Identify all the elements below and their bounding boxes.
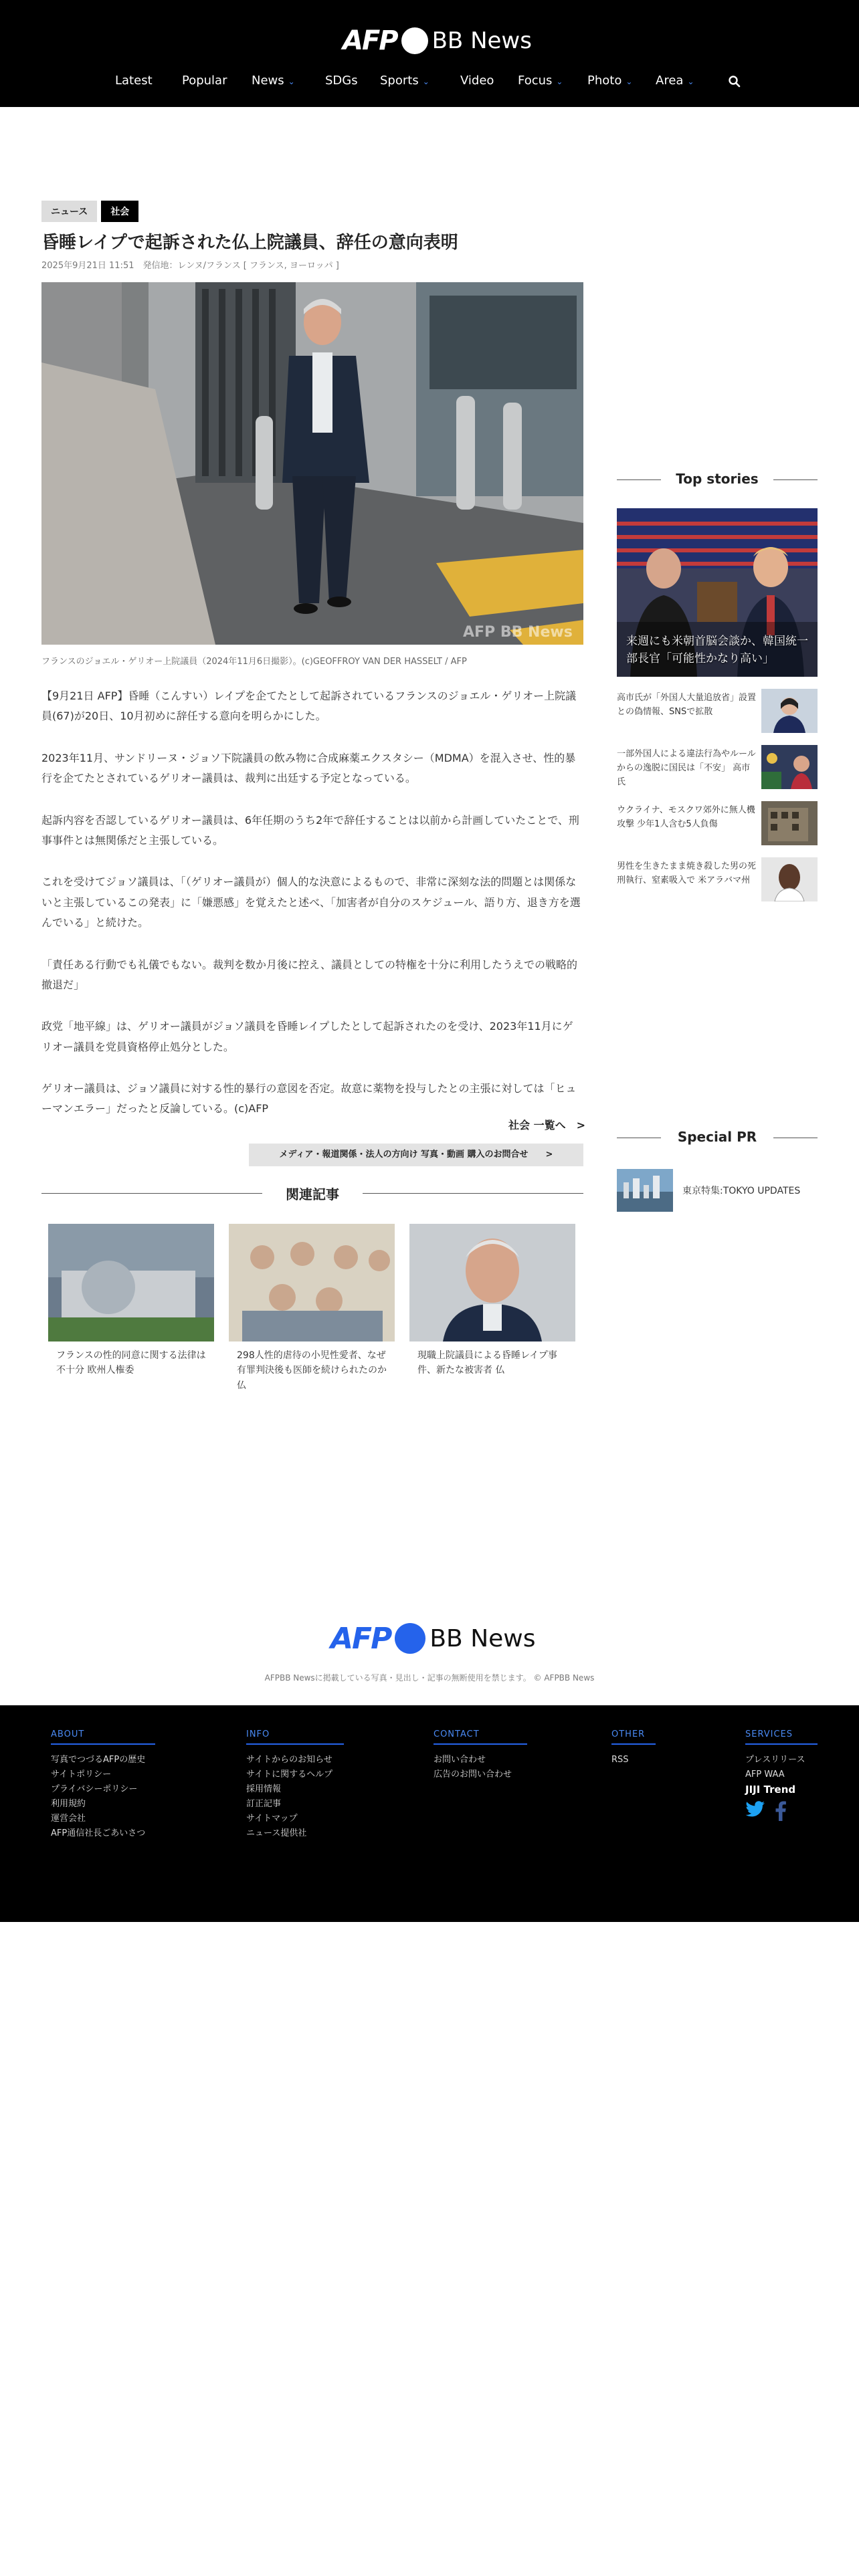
divider <box>363 1193 583 1194</box>
footer-link[interactable]: サイトからのお知らせ <box>246 1755 332 1765</box>
nav-sdgs[interactable] <box>325 74 358 88</box>
related-item[interactable] <box>48 1224 214 1378</box>
related-text: 現職上院議員による昏睡レイプ事件、新たな被害者 仏 <box>417 1350 557 1376</box>
photo-watermark: AFP BB News <box>463 624 573 641</box>
chevron-down-icon: ⌄ <box>422 77 430 86</box>
related-thumb <box>409 1224 575 1341</box>
tag-society[interactable]: 社会 <box>101 201 138 222</box>
related-text: 298人性的虐待の小児性愛者、なぜ有罪判決後も医師を続けられたのか 仏 <box>237 1350 387 1391</box>
nav-label: Sports <box>380 74 419 88</box>
facebook-icon[interactable] <box>775 1801 787 1821</box>
related-item[interactable] <box>229 1224 395 1393</box>
side-story-item[interactable] <box>617 689 818 733</box>
nav-news[interactable] <box>252 74 295 88</box>
related-thumb <box>48 1224 214 1341</box>
side-story-thumb <box>761 745 818 789</box>
footer-col-info <box>246 1729 344 1841</box>
side-story-thumb <box>761 689 818 733</box>
nav-sports[interactable] <box>380 74 430 88</box>
chevron-down-icon: ⌄ <box>626 77 633 86</box>
side-story-item[interactable] <box>617 745 818 789</box>
site-header <box>0 0 859 107</box>
article-body <box>41 686 583 1141</box>
footer-link[interactable]: サイトポリシー <box>51 1769 112 1780</box>
footer-link[interactable]: サイトマップ <box>246 1814 298 1824</box>
article-tags <box>41 201 138 222</box>
related-title: 関連記事 <box>286 1186 339 1202</box>
logo-afp-text: AFP <box>343 25 397 56</box>
side-story-text: ウクライナ、モスクワ郊外に無人機攻撃 少年1人含む5人負傷 <box>617 805 755 829</box>
nav-photo[interactable] <box>587 74 632 88</box>
photo-caption: フランスのジョエル・ゲリオー上院議員（2024年11月6日撮影）。(c)GEOFFROY VAN DER HASSELT / AFP <box>41 657 467 667</box>
top-story-text: 来週にも米朝首脳会談か、韓国統一部長官「可能性かなり高い」 <box>626 635 808 665</box>
divider <box>617 479 661 480</box>
footer-link[interactable]: プライバシーポリシー <box>51 1784 138 1794</box>
special-pr-item[interactable] <box>617 1169 818 1212</box>
chevron-down-icon: ⌄ <box>556 77 563 86</box>
copyright-text: AFPBB Newsに掲載している写真・見出し・記事の無断使用を禁じます。 © AFPBB News <box>264 1673 595 1683</box>
main-nav <box>0 70 859 94</box>
top-story-photo[interactable] <box>617 508 818 677</box>
nav-label: Focus <box>518 74 553 88</box>
nav-label: Latest <box>115 74 153 88</box>
footer-link[interactable]: プレスリリース <box>745 1755 805 1765</box>
special-pr-thumb <box>617 1169 673 1212</box>
related-thumb <box>229 1224 395 1341</box>
special-pr-title: Special PR <box>677 1129 757 1145</box>
nav-label: Popular <box>182 74 227 88</box>
article-paragraph: これを受けてジョソ議員は、「（ゲリオー議員が）個人的な決意によるもので、非常に深刻な法的問題とは関係ないと主張しているこの発表」に「嫌悪感」を覚えたと述べ、「加害者が自分のスケジュール、語り方、退き方を選んでいる」と続けた。 <box>41 875 581 930</box>
footer-link[interactable]: ニュース提供社 <box>246 1828 307 1838</box>
footer-link[interactable]: RSS <box>611 1755 629 1765</box>
article-paragraph: 起訴内容を否認しているゲリオー議員は、6年任期のうち2年で辞任することは以前から計画していたことで、刑事事件とは無関係だと主張している。 <box>41 813 579 847</box>
footer-col-contact <box>434 1729 527 1782</box>
footer-col-services <box>745 1729 818 1821</box>
related-item[interactable] <box>409 1224 575 1378</box>
footer-link[interactable]: 採用情報 <box>246 1784 282 1794</box>
logo-bb-text: BB News <box>432 27 532 54</box>
category-list-link[interactable]: 社会 一覧へ > <box>508 1119 585 1132</box>
side-story-text: 一部外国人による違法行為やルールからの逸脱に国民は「不安」 高市氏 <box>617 749 756 787</box>
footer-heading: ABOUT <box>51 1729 155 1745</box>
footer-link[interactable]: AFP通信社長ごあいさつ <box>51 1828 146 1838</box>
social-links <box>745 1801 818 1821</box>
related-text: フランスの性的同意に関する法律は不十分 欧州人権委 <box>56 1350 206 1376</box>
footer-link[interactable]: 運営会社 <box>51 1814 86 1824</box>
footer-logo[interactable] <box>330 1620 535 1657</box>
side-story-thumb <box>761 857 818 901</box>
nav-label: News <box>252 74 284 88</box>
footer-logo-afp: AFP <box>330 1621 391 1656</box>
footer-link[interactable]: 利用規約 <box>51 1799 86 1809</box>
nav-area[interactable] <box>656 74 694 88</box>
side-story-thumb <box>761 801 818 845</box>
nav-latest[interactable] <box>115 74 153 88</box>
footer-heading: INFO <box>246 1729 344 1745</box>
article-photo-illustration <box>41 282 583 645</box>
article-paragraph: 「責任ある行動でも礼儀でもない。裁判を数か月後に控え、議員としての特権を十分に利用したうえでの戦略的撤退だ」 <box>41 958 577 991</box>
divider <box>41 1193 262 1194</box>
media-inquiry-bar[interactable]: メディア・報道関係・法人の方向け 写真・動画 購入のお問合せ > <box>249 1144 583 1166</box>
article-paragraph: 【9月21日 AFP】昏睡（こんすい）レイプを企てたとして起訴されているフランスのジョエル・ゲリオー上院議員(67)が20日、10月初めに辞任する意向を明らかにした。 <box>41 689 577 723</box>
article-paragraph: 2023年11月、サンドリーヌ・ジョソ下院議員の飲み物に合成麻薬エクスタシー（MDMA）を混入させ、性的暴行を企てたとされているゲリオー議員は、裁判に出廷する予定となっている。 <box>41 751 576 785</box>
footer-link[interactable]: AFP WAA <box>745 1769 785 1780</box>
logo-dot <box>401 27 428 54</box>
chevron-down-icon: ⌄ <box>687 77 694 86</box>
nav-label: Photo <box>587 74 622 88</box>
footer-logo-bb: BB News <box>430 1624 536 1652</box>
side-story-item[interactable] <box>617 801 818 845</box>
footer-heading: OTHER <box>611 1729 656 1745</box>
twitter-icon[interactable] <box>745 1801 765 1818</box>
nav-label: Area <box>656 74 684 88</box>
chevron-down-icon: ⌄ <box>288 77 295 86</box>
footer-logo-dot <box>395 1623 425 1654</box>
footer-link[interactable]: 訂正記事 <box>246 1799 282 1809</box>
footer-link[interactable]: サイトに関するヘルプ <box>246 1769 333 1780</box>
article-paragraph: ゲリオー議員は、ジョソ議員に対する性的暴行の意図を否定。故意に薬物を投与したとの主張に対しては「ヒューマンエラー」だったと反論している。(c)AFP <box>41 1082 577 1115</box>
side-story-text: 男性を生きたまま焼き殺した男の死刑執行、窒素吸入で 米アラバマ州 <box>617 861 757 885</box>
article-meta: 2025年9月21日 11:51 発信地：レンヌ/フランス [ フランス, ヨーロッパ ] <box>41 261 339 271</box>
footer-col-other <box>611 1729 656 1767</box>
nav-popular[interactable] <box>182 74 227 88</box>
article-photo <box>41 282 583 645</box>
nav-label: Video <box>460 74 494 88</box>
side-story-item[interactable] <box>617 857 818 901</box>
side-story-text: 高市氏が「外国人大量追放省」設置との偽情報、SNSで拡散 <box>617 693 757 717</box>
footer-link[interactable]: 写真でつづるAFPの歴史 <box>51 1755 146 1765</box>
nav-focus[interactable] <box>518 74 563 88</box>
footer-link[interactable]: お問い合わせ <box>434 1755 486 1765</box>
divider <box>773 479 818 480</box>
jiji-trend-link[interactable]: JIJI Trend <box>745 1784 796 1796</box>
footer-heading: SERVICES <box>745 1729 818 1745</box>
tag-news[interactable]: ニュース <box>41 201 97 222</box>
nav-video[interactable] <box>460 74 494 88</box>
site-logo[interactable] <box>343 23 532 59</box>
special-pr-text: 東京特集:TOKYO UPDATES <box>682 1186 801 1196</box>
nav-label: SDGs <box>325 74 358 88</box>
footer-col-about <box>51 1729 155 1841</box>
search-icon[interactable] <box>728 75 741 88</box>
site-footer <box>0 1705 859 1922</box>
footer-heading: CONTACT <box>434 1729 527 1745</box>
top-stories-title: Top stories <box>676 471 759 487</box>
footer-link[interactable]: 広告のお問い合わせ <box>434 1769 512 1780</box>
article-paragraph: 政党「地平線」は、ゲリオー議員がジョソ議員を昏睡レイプしたとして起訴されたのを受け、2023年11月にゲリオー議員を党員資格停止処分とした。 <box>41 1020 573 1053</box>
article-title: 昏睡レイプで起訴された仏上院議員、辞任の意向表明 <box>41 233 458 253</box>
